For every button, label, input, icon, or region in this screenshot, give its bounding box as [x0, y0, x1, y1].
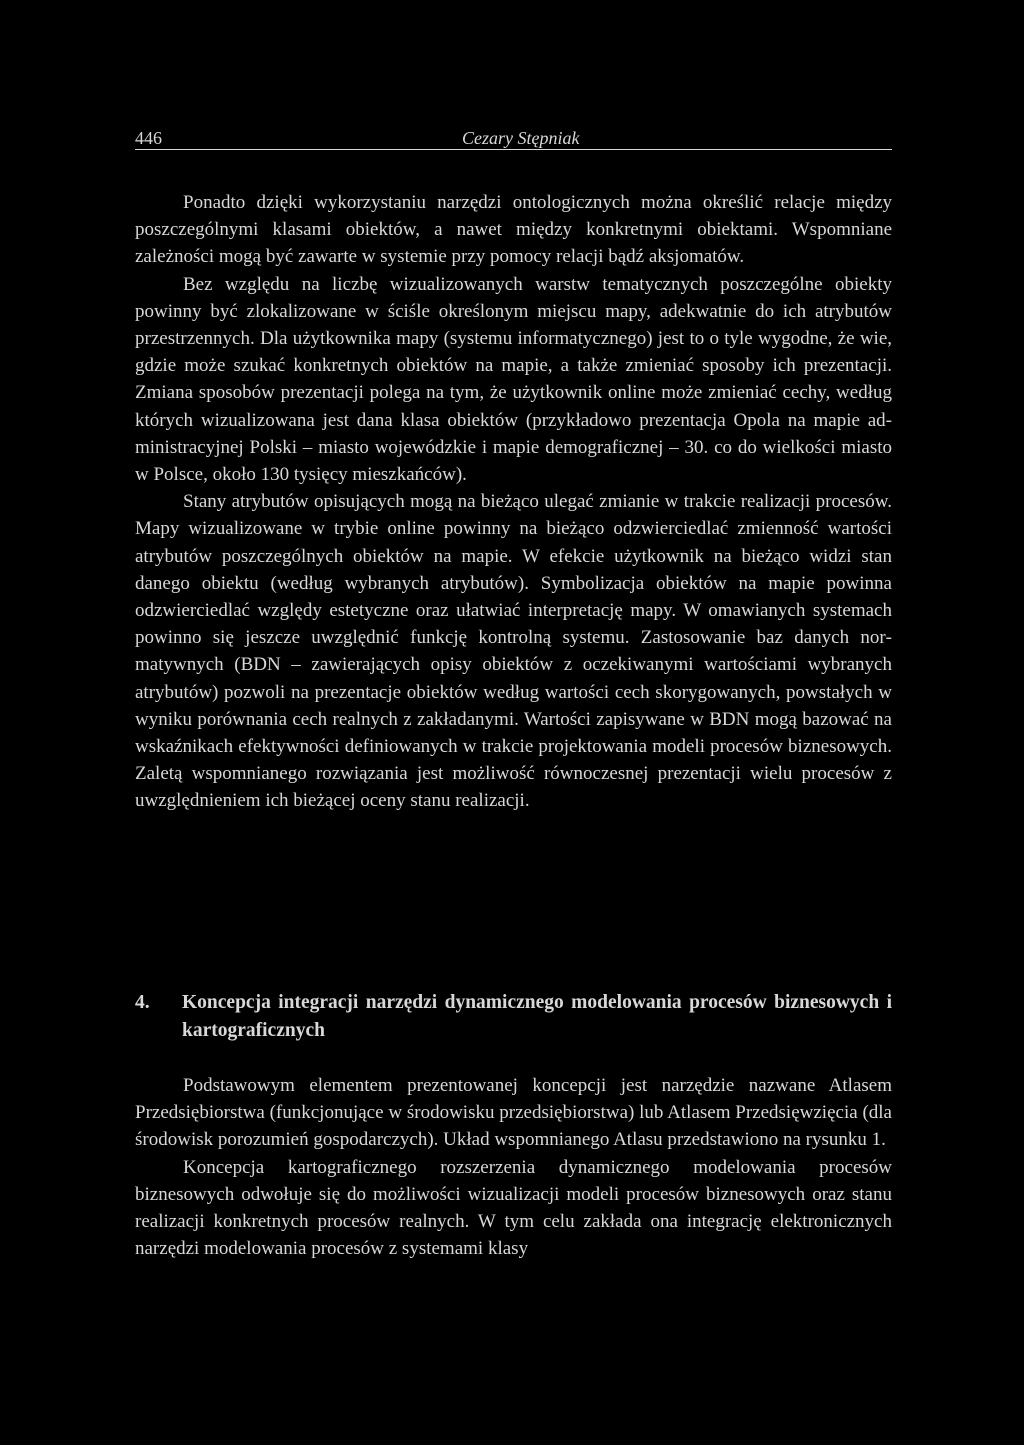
paragraph-ontology-relations: Ponadto dzięki wykorzystaniu narzędzi ontologicznych można określić relacje między poszczególnymi klasami obiektów, a nawet między konkretnymi obiektami. Wspomniane zależności mogą być zawarte w systemie przy pomocy relacji bądź aksjomatów. [135, 192, 892, 268]
paragraph-enterprise-atlas: Podstawowym elementem prezentowanej koncepcji jest narzędzie nazwane Atlasem Przedsiębiorstwa (funkcjonujące w środowisku przedsiębiorstwa) lub Atlasem Przedsięwzięcia (dla środowisk porozumień gospodarczych). Układ wspomnianego Atlasu przedstawiono na rysunku 1. [135, 1075, 892, 1151]
paragraph-spatial-location: Bez względu na liczbę wizualizowanych warstw tematycznych poszczególne obiekty powinny być zlokalizowane w ściśle określonym miejscu mapy, adekwatnie do ich atrybutów przestrzennych. Dla użytkownika mapy (systemu informatycznego) jest to o tyle wygodne, że wie, gdzie może szukać konkretnych obiektów na mapie, a także zmieniać sposoby ich prezentacji. Zmiana sposobów prezentacji polega na tym, że użytkownik online może zmieniać cechy, według których wizualizowana jest dana klasa obiektów (przykładowo prezentacja Opola na mapie administracyjnej Polski – miasto wojewódzkie i mapie demograficznej – 30. co do wielkości miasto w Polsce, około 130 tysięcy mieszkańców). [135, 273, 892, 486]
running-header [135, 126, 892, 150]
header-rule [135, 149, 892, 150]
paragraph-cartographic-extension: Koncepcja kartograficznego rozszerzenia dynamicznego modelowania procesów biznesowych odwołuje się do możliwości wizualizacji modeli procesów biznesowych oraz stanu realizacji konkretnych procesów realnych. W tym celu zakłada ona integrację elektronicznych narzędzi modelowania procesów z systemami klasy [135, 1156, 892, 1260]
section-number: 4. [135, 992, 150, 1013]
paragraph-attribute-states: Stany atrybutów opisujących mogą na bieżąco ulegać zmianie w trakcie realizacji procesów. Mapy wizualizowane w trybie online powinny na bieżąco odzwierciedlać zmienność wartości atrybutów poszczególnych obiektów na mapie. W efekcie użytkownik na bieżąco widzi stan danego obiektu (według wybranych atrybutów). Symbolizacja obiektów na mapie powinna odzwierciedlać względy estetyczne oraz ułatwiać interpretację mapy. W omawianych systemach powinno się jeszcze uwzględnić funkcję kontrolną systemu. Zastosowanie baz danych normatywnych (BDN – zawierających opisy obiektów z oczekiwanymi wartościami wybranych atrybutów) pozwoli na prezentacje obiektów według wartości cech skorygowanych, powstałych w wyniku porównania cech realnych z zakładanymi. Wartości zapisywane w BDN mogą bazować na wskaźnikach efektywności definiowanych w trakcie projektowania modeli procesów biznesowych. Zaletą wspomnianego rozwiązania jest możliwość równoczesnej prezentacji wielu procesów z uwzględnieniem ich bieżącej oceny stanu realizacji. [135, 491, 892, 812]
body-text-bottom [135, 1072, 892, 1262]
section-title: Koncepcja integracji narzędzi dynamicznego modelowania procesów biznesowych i kartograficznych [182, 992, 892, 1041]
page-number: 446 [135, 128, 162, 148]
document-page [135, 0, 892, 1445]
body-text-top [135, 189, 892, 815]
running-header-author: Cezary Stępniak [462, 128, 580, 148]
section-heading [135, 989, 892, 1045]
